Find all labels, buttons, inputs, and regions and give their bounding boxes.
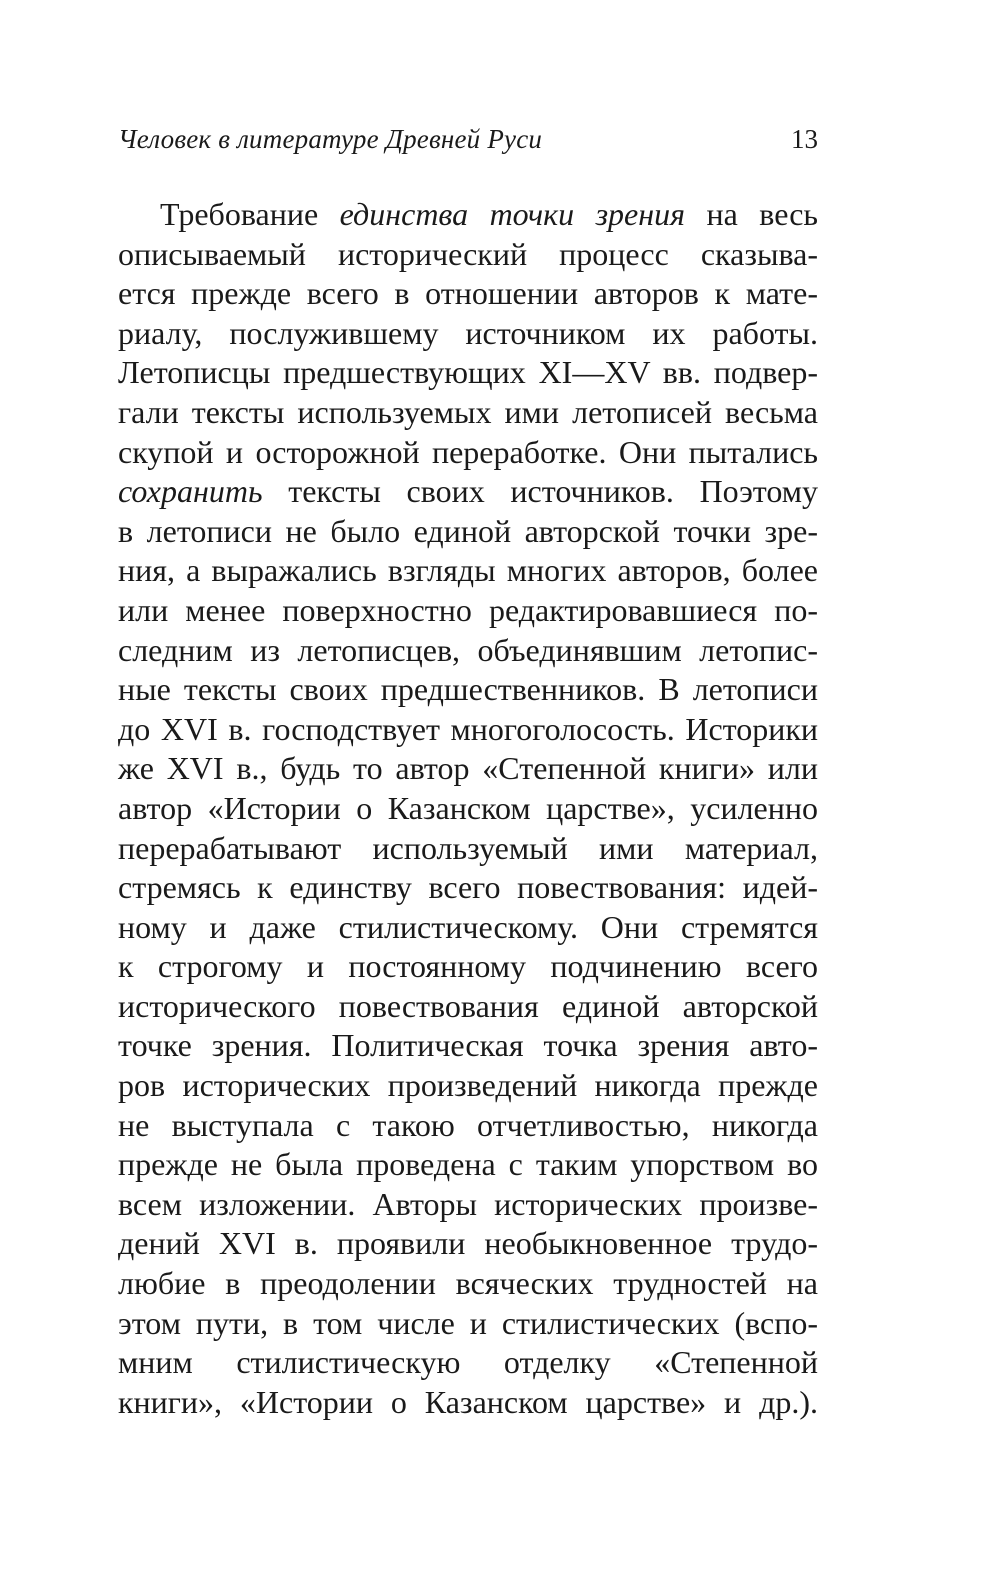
- text-line: следним из летописцев, объединявшим летопис-: [118, 631, 818, 668]
- text-line: точке зрения. Политическая точка зрения авто-: [118, 1027, 818, 1064]
- text-line: ров исторических произведений никогда прежде: [118, 1067, 818, 1104]
- text-line: в летописи не было единой авторской точки зре-: [118, 512, 818, 549]
- emphasis-text: единства точки зрения: [339, 196, 686, 232]
- running-title: Человек в литературе Древней Руси: [118, 124, 543, 154]
- line-text: Требование: [160, 196, 340, 232]
- text-line: исторического повествования единой авторской: [118, 987, 818, 1024]
- text-line: ному и даже стилистическому. Они стремятся: [118, 908, 818, 945]
- text-line: к строгому и постоянному подчинению всего: [118, 948, 818, 985]
- text-line: автор «Истории о Казанском царстве», усиленно: [118, 789, 818, 826]
- emphasis-text: сохранить: [118, 473, 263, 510]
- text-line: или менее поверхностно редактировавшиеся по-: [118, 591, 818, 628]
- text-line: риалу, послужившему источником их работы.: [118, 314, 818, 351]
- text-line: ные тексты своих предшественников. В летописи: [118, 671, 818, 708]
- text-line: до XVI в. господствует многоголосость. Историки: [118, 710, 818, 747]
- text-line: прежде не была проведена с таким упорством во: [118, 1146, 818, 1183]
- text-line: описываемый исторический процесс сказыва-: [118, 235, 818, 272]
- text-line: ния, а выражались взгляды многих авторов, более: [118, 552, 818, 589]
- text-line: этом пути, в том числе и стилистических (вспо-: [118, 1304, 818, 1341]
- text-line: стремясь к единству всего повествования: идей-: [118, 869, 818, 906]
- text-line: дений XVI в. проявили необыкновенное трудо-: [118, 1225, 818, 1262]
- text-line: ется прежде всего в отношении авторов к мате-: [118, 275, 818, 312]
- text-line: не выступала с такою отчетливостью, никогда: [118, 1106, 818, 1143]
- body-paragraph: [118, 195, 818, 1422]
- text-line: гали тексты используемых ими летописей весьма: [118, 393, 818, 430]
- text-line: всем изложении. Авторы исторических произве-: [118, 1185, 818, 1222]
- text-line: же XVI в., будь то автор «Степенной книги» или: [118, 750, 818, 787]
- text-line: [118, 472, 818, 512]
- page-number: 13: [791, 124, 818, 154]
- text-line: скупой и осторожной переработке. Они пытались: [118, 433, 818, 470]
- text-line: мним стилистическую отделку «Степенной: [118, 1344, 818, 1381]
- text-line: любие в преодолении всяческих трудностей на: [118, 1265, 818, 1302]
- line-text: тексты своих источников. Поэтому: [262, 473, 818, 510]
- running-header: [118, 124, 818, 164]
- line-text: на весь: [685, 196, 819, 232]
- text-line: перерабатывают используемый ими материал,: [118, 829, 818, 866]
- text-line: книги», «Истории о Казанском царстве» и др.).: [118, 1383, 818, 1420]
- text-line: Летописцы предшествующих XI—XV вв. подвер-: [118, 354, 818, 391]
- text-line: [118, 195, 818, 235]
